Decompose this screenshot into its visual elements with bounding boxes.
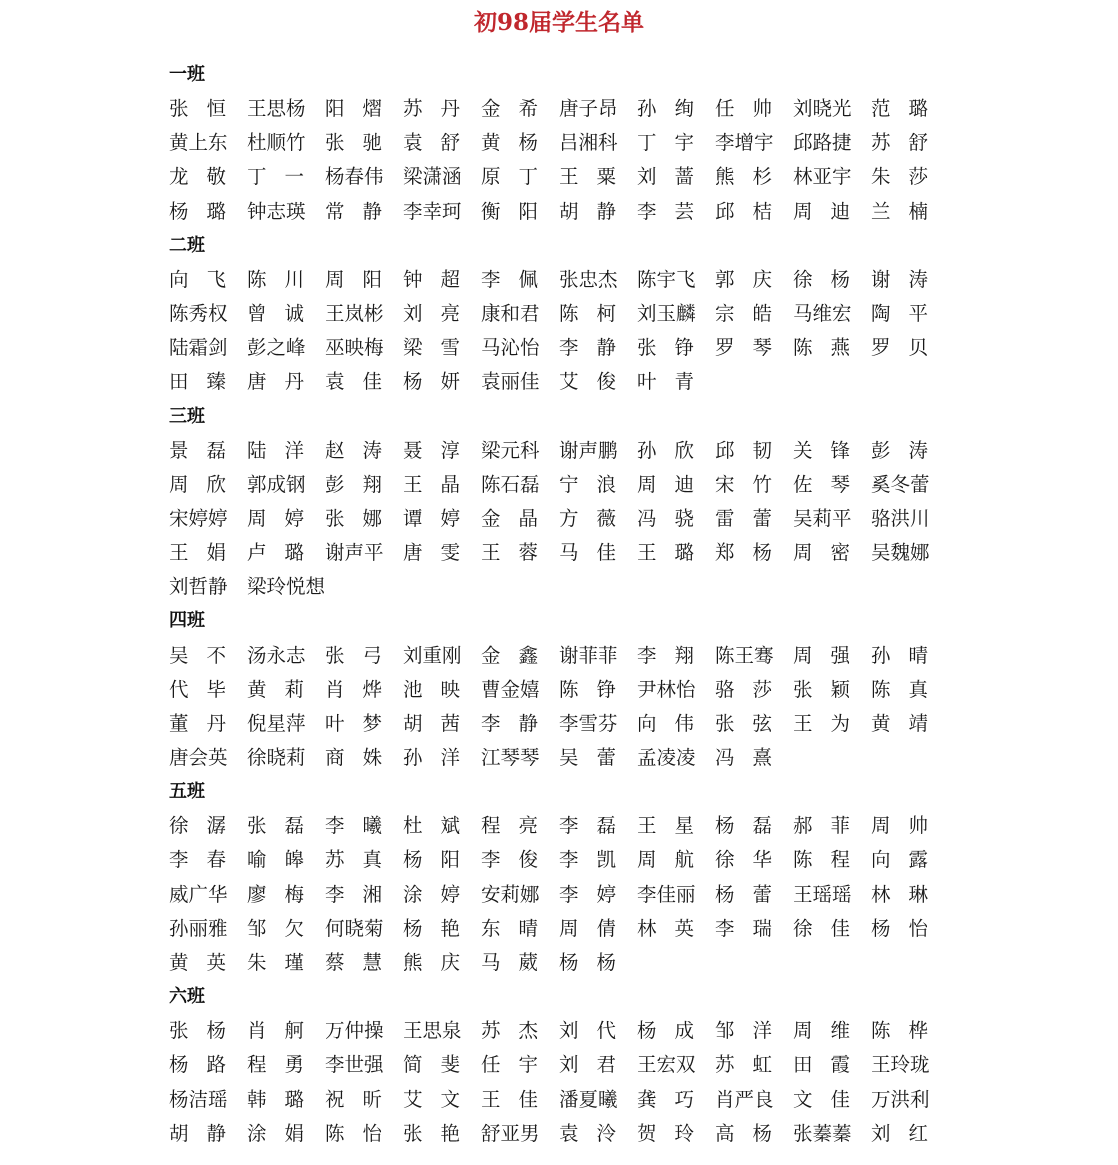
student-name: 曹金嬉 bbox=[481, 677, 540, 701]
student-name: 向露 bbox=[871, 848, 947, 872]
student-name: 金晶 bbox=[481, 506, 557, 530]
student-name: 李凯 bbox=[559, 848, 635, 872]
student-name: 唐子昂 bbox=[559, 97, 618, 121]
student-name: 叶青 bbox=[637, 370, 713, 394]
student-name: 朱莎 bbox=[871, 165, 947, 189]
student-name: 谢涛 bbox=[871, 267, 947, 291]
student-name: 李佩 bbox=[481, 267, 557, 291]
student-name: 田臻 bbox=[169, 370, 245, 394]
student-name: 贺玲 bbox=[637, 1121, 713, 1145]
student-name: 任帅 bbox=[715, 97, 791, 121]
student-name: 阳熠 bbox=[325, 97, 401, 121]
student-name: 李春 bbox=[169, 848, 245, 872]
student-name: 黄上东 bbox=[169, 131, 228, 155]
student-name: 谭婷 bbox=[403, 506, 479, 530]
student-name: 梁潇涵 bbox=[403, 165, 462, 189]
student-name: 王璐 bbox=[637, 541, 713, 565]
student-name: 陈川 bbox=[247, 267, 323, 291]
student-name: 李翔 bbox=[637, 643, 713, 667]
student-name-grid bbox=[169, 1014, 949, 1151]
student-name: 孙欣 bbox=[637, 438, 713, 462]
student-name: 卢璐 bbox=[247, 541, 323, 565]
student-name: 谢菲菲 bbox=[559, 643, 618, 667]
student-name: 徐杨 bbox=[793, 267, 869, 291]
student-name: 安莉娜 bbox=[481, 882, 540, 906]
student-name: 周航 bbox=[637, 848, 713, 872]
student-name: 常静 bbox=[325, 199, 401, 223]
student-name: 艾文 bbox=[403, 1087, 479, 1111]
student-name: 龙敬 bbox=[169, 165, 245, 189]
class-heading: 六班 bbox=[169, 986, 205, 1008]
student-name: 唐雯 bbox=[403, 541, 479, 565]
student-name: 巫映梅 bbox=[325, 336, 384, 360]
student-name: 王为 bbox=[793, 711, 869, 735]
student-name: 商姝 bbox=[325, 746, 401, 770]
student-name: 周密 bbox=[793, 541, 869, 565]
student-name: 彭翔 bbox=[325, 472, 401, 496]
student-name: 杨洁瑶 bbox=[169, 1087, 228, 1111]
student-name: 赵涛 bbox=[325, 438, 401, 462]
student-name: 苏杰 bbox=[481, 1019, 557, 1043]
student-name: 熊杉 bbox=[715, 165, 791, 189]
student-name: 田霞 bbox=[793, 1053, 869, 1077]
student-name: 韩璐 bbox=[247, 1087, 323, 1111]
student-name: 张艳 bbox=[403, 1121, 479, 1145]
student-name: 苏丹 bbox=[403, 97, 479, 121]
student-name: 兰楠 bbox=[871, 199, 947, 223]
student-name: 苏真 bbox=[325, 848, 401, 872]
student-name-grid bbox=[169, 263, 949, 400]
student-name: 李静 bbox=[559, 336, 635, 360]
student-name: 孙绚 bbox=[637, 97, 713, 121]
student-name: 万洪利 bbox=[871, 1087, 930, 1111]
student-name: 李世强 bbox=[325, 1053, 384, 1077]
student-name-grid bbox=[169, 92, 949, 229]
student-name: 宁浪 bbox=[559, 472, 635, 496]
student-name: 徐潺 bbox=[169, 814, 245, 838]
student-name: 王粟 bbox=[559, 165, 635, 189]
student-name: 聂淳 bbox=[403, 438, 479, 462]
class-section bbox=[169, 604, 949, 775]
student-name: 陈桦 bbox=[871, 1019, 947, 1043]
student-name: 苏舒 bbox=[871, 131, 947, 155]
student-name: 李增宇 bbox=[715, 131, 774, 155]
student-name: 吴蕾 bbox=[559, 746, 635, 770]
student-name: 简斐 bbox=[403, 1053, 479, 1077]
student-name: 关锋 bbox=[793, 438, 869, 462]
student-name: 骆洪川 bbox=[871, 506, 930, 530]
student-name: 叶梦 bbox=[325, 711, 401, 735]
student-name: 陈王骞 bbox=[715, 643, 774, 667]
student-name: 张磊 bbox=[247, 814, 323, 838]
student-name: 丁一 bbox=[247, 165, 323, 189]
student-name: 苏虹 bbox=[715, 1053, 791, 1077]
student-name: 涂娟 bbox=[247, 1121, 323, 1145]
student-name: 杨蕾 bbox=[715, 882, 791, 906]
student-name: 冯骁 bbox=[637, 506, 713, 530]
student-name: 郑杨 bbox=[715, 541, 791, 565]
student-name: 黄靖 bbox=[871, 711, 947, 735]
student-name: 周迪 bbox=[793, 199, 869, 223]
student-name: 李婷 bbox=[559, 882, 635, 906]
student-name: 罗琴 bbox=[715, 336, 791, 360]
student-name: 喻皞 bbox=[247, 848, 323, 872]
student-name: 杨艳 bbox=[403, 916, 479, 940]
student-name: 谢声平 bbox=[325, 541, 384, 565]
student-name: 杨杨 bbox=[559, 951, 635, 975]
student-name: 骆莎 bbox=[715, 677, 791, 701]
student-name: 刘蔷 bbox=[637, 165, 713, 189]
student-name: 李磊 bbox=[559, 814, 635, 838]
class-heading: 三班 bbox=[169, 405, 205, 427]
student-name: 陆洋 bbox=[247, 438, 323, 462]
student-name: 周帅 bbox=[871, 814, 947, 838]
student-name-grid bbox=[169, 638, 949, 775]
student-name: 陈宇飞 bbox=[637, 267, 696, 291]
student-name: 王晶 bbox=[403, 472, 479, 496]
student-name: 林英 bbox=[637, 916, 713, 940]
student-name: 张恒 bbox=[169, 97, 245, 121]
student-name: 范璐 bbox=[871, 97, 947, 121]
student-name: 程亮 bbox=[481, 814, 557, 838]
student-name: 孙晴 bbox=[871, 643, 947, 667]
student-name: 高杨 bbox=[715, 1121, 791, 1145]
student-name: 吴莉平 bbox=[793, 506, 852, 530]
student-name: 胡静 bbox=[169, 1121, 245, 1145]
student-name: 肖烨 bbox=[325, 677, 401, 701]
student-name: 刘重刚 bbox=[403, 643, 462, 667]
student-name: 马佳 bbox=[559, 541, 635, 565]
student-name: 张忠杰 bbox=[559, 267, 618, 291]
student-name: 林琳 bbox=[871, 882, 947, 906]
student-name: 文佳 bbox=[793, 1087, 869, 1111]
student-name: 杨璐 bbox=[169, 199, 245, 223]
student-name: 马沁怡 bbox=[481, 336, 540, 360]
student-name: 唐丹 bbox=[247, 370, 323, 394]
student-name: 彭涛 bbox=[871, 438, 947, 462]
student-name: 徐华 bbox=[715, 848, 791, 872]
student-name: 丁宇 bbox=[637, 131, 713, 155]
student-name: 祝昕 bbox=[325, 1087, 401, 1111]
student-name: 黄英 bbox=[169, 951, 245, 975]
student-name: 唐会英 bbox=[169, 746, 228, 770]
student-name: 袁舒 bbox=[403, 131, 479, 155]
student-name: 孟凌凌 bbox=[637, 746, 696, 770]
student-name: 王思杨 bbox=[247, 97, 306, 121]
student-name-grid bbox=[169, 809, 949, 980]
student-name: 冯熹 bbox=[715, 746, 791, 770]
student-name: 朱瑾 bbox=[247, 951, 323, 975]
student-name: 曾诚 bbox=[247, 302, 323, 326]
student-name: 陈柯 bbox=[559, 302, 635, 326]
student-name: 张弓 bbox=[325, 643, 401, 667]
student-name: 周阳 bbox=[325, 267, 401, 291]
class-heading: 五班 bbox=[169, 781, 205, 803]
student-name: 杜顺竹 bbox=[247, 131, 306, 155]
student-name: 王星 bbox=[637, 814, 713, 838]
student-name: 倪星萍 bbox=[247, 711, 306, 735]
student-name: 任宇 bbox=[481, 1053, 557, 1077]
student-name: 郭庆 bbox=[715, 267, 791, 291]
student-name: 周维 bbox=[793, 1019, 869, 1043]
student-name: 袁丽佳 bbox=[481, 370, 540, 394]
student-name: 梁雪 bbox=[403, 336, 479, 360]
student-name: 周婷 bbox=[247, 506, 323, 530]
student-name: 张蓁蓁 bbox=[793, 1121, 852, 1145]
student-name: 刘哲静 bbox=[169, 575, 228, 599]
student-name: 衡阳 bbox=[481, 199, 557, 223]
student-name: 黄杨 bbox=[481, 131, 557, 155]
student-name: 蔡慧 bbox=[325, 951, 401, 975]
page-title: 初98届学生名单 bbox=[473, 9, 644, 36]
student-name: 陈怡 bbox=[325, 1121, 401, 1145]
student-name: 刘红 bbox=[871, 1121, 947, 1145]
student-name: 廖梅 bbox=[247, 882, 323, 906]
student-name: 王娟 bbox=[169, 541, 245, 565]
student-name: 涂婷 bbox=[403, 882, 479, 906]
student-name: 邹欠 bbox=[247, 916, 323, 940]
student-name: 东晴 bbox=[481, 916, 557, 940]
student-name: 袁泠 bbox=[559, 1121, 635, 1145]
student-name: 程勇 bbox=[247, 1053, 323, 1077]
student-name: 康和君 bbox=[481, 302, 540, 326]
student-name: 宋婷婷 bbox=[169, 506, 228, 530]
student-name: 袁佳 bbox=[325, 370, 401, 394]
student-name: 王瑶瑶 bbox=[793, 882, 852, 906]
student-name: 江琴琴 bbox=[481, 746, 540, 770]
student-name: 杨春伟 bbox=[325, 165, 384, 189]
student-name: 董丹 bbox=[169, 711, 245, 735]
student-name: 胡茜 bbox=[403, 711, 479, 735]
class-heading: 二班 bbox=[169, 234, 205, 256]
student-name: 李俊 bbox=[481, 848, 557, 872]
student-name: 奚冬蕾 bbox=[871, 472, 930, 496]
student-name: 李幸珂 bbox=[403, 199, 462, 223]
student-name: 陈铮 bbox=[559, 677, 635, 701]
student-name: 刘玉麟 bbox=[637, 302, 696, 326]
student-name: 王岚彬 bbox=[325, 302, 384, 326]
student-name: 梁玲悦想 bbox=[247, 575, 326, 599]
student-name: 李静 bbox=[481, 711, 557, 735]
student-name: 马葳 bbox=[481, 951, 557, 975]
student-name: 方薇 bbox=[559, 506, 635, 530]
student-name: 杨成 bbox=[637, 1019, 713, 1043]
student-name: 代毕 bbox=[169, 677, 245, 701]
student-name: 梁元科 bbox=[481, 438, 540, 462]
student-name: 李曦 bbox=[325, 814, 401, 838]
student-name: 吕湘科 bbox=[559, 131, 618, 155]
student-name: 景磊 bbox=[169, 438, 245, 462]
student-name: 金希 bbox=[481, 97, 557, 121]
class-section bbox=[169, 980, 949, 1151]
class-section bbox=[169, 58, 949, 229]
student-name: 吴魏娜 bbox=[871, 541, 930, 565]
student-name: 徐晓莉 bbox=[247, 746, 306, 770]
student-name: 王蓉 bbox=[481, 541, 557, 565]
student-name-grid bbox=[169, 434, 949, 605]
student-name: 威广华 bbox=[169, 882, 228, 906]
class-heading: 一班 bbox=[169, 64, 205, 85]
student-name: 谢声鹏 bbox=[559, 438, 618, 462]
student-name: 佐琴 bbox=[793, 472, 869, 496]
student-name: 胡静 bbox=[559, 199, 635, 223]
class-section bbox=[169, 229, 949, 400]
student-name: 张颖 bbox=[793, 677, 869, 701]
student-name: 杨阳 bbox=[403, 848, 479, 872]
student-name: 陈燕 bbox=[793, 336, 869, 360]
student-name: 周欣 bbox=[169, 472, 245, 496]
student-name: 黄莉 bbox=[247, 677, 323, 701]
student-name: 肖严良 bbox=[715, 1087, 774, 1111]
class-section bbox=[169, 775, 949, 980]
student-name: 张娜 bbox=[325, 506, 401, 530]
student-name: 金鑫 bbox=[481, 643, 557, 667]
student-name: 李雪芬 bbox=[559, 711, 618, 735]
student-name: 陈程 bbox=[793, 848, 869, 872]
student-name: 张铮 bbox=[637, 336, 713, 360]
student-name: 王思泉 bbox=[403, 1019, 462, 1043]
student-name: 刘君 bbox=[559, 1053, 635, 1077]
student-name: 陶平 bbox=[871, 302, 947, 326]
student-name: 李佳丽 bbox=[637, 882, 696, 906]
student-name: 潘夏曦 bbox=[559, 1087, 618, 1111]
student-name: 舒亚男 bbox=[481, 1121, 540, 1145]
student-name: 李瑞 bbox=[715, 916, 791, 940]
student-name: 汤永志 bbox=[247, 643, 306, 667]
student-name: 池映 bbox=[403, 677, 479, 701]
student-name: 杨路 bbox=[169, 1053, 245, 1077]
student-name: 邱韧 bbox=[715, 438, 791, 462]
student-name: 陈秀权 bbox=[169, 302, 228, 326]
student-name: 钟志瑛 bbox=[247, 199, 306, 223]
student-name: 徐佳 bbox=[793, 916, 869, 940]
student-name: 杜斌 bbox=[403, 814, 479, 838]
student-name: 万仲操 bbox=[325, 1019, 384, 1043]
student-name: 张弦 bbox=[715, 711, 791, 735]
student-name: 原丁 bbox=[481, 165, 557, 189]
student-name: 郝菲 bbox=[793, 814, 869, 838]
student-name: 刘代 bbox=[559, 1019, 635, 1043]
student-name: 孙丽雅 bbox=[169, 916, 228, 940]
student-name: 肖舸 bbox=[247, 1019, 323, 1043]
student-name: 何晓菊 bbox=[325, 916, 384, 940]
student-name: 邱路捷 bbox=[793, 131, 852, 155]
student-name: 张驰 bbox=[325, 131, 401, 155]
student-name: 郭成钢 bbox=[247, 472, 306, 496]
student-name: 陈真 bbox=[871, 677, 947, 701]
student-name: 向飞 bbox=[169, 267, 245, 291]
student-name: 杨怡 bbox=[871, 916, 947, 940]
student-name: 艾俊 bbox=[559, 370, 635, 394]
student-name: 王玲珑 bbox=[871, 1053, 930, 1077]
student-name: 周迪 bbox=[637, 472, 713, 496]
student-name: 熊庆 bbox=[403, 951, 479, 975]
student-name: 周强 bbox=[793, 643, 869, 667]
student-name: 陆霜剑 bbox=[169, 336, 228, 360]
student-name: 杨磊 bbox=[715, 814, 791, 838]
student-name: 邹洋 bbox=[715, 1019, 791, 1043]
student-name: 彭之峰 bbox=[247, 336, 306, 360]
student-name: 尹林怡 bbox=[637, 677, 696, 701]
class-section bbox=[169, 400, 949, 605]
student-name: 陈石磊 bbox=[481, 472, 540, 496]
student-name: 宋竹 bbox=[715, 472, 791, 496]
student-name: 张杨 bbox=[169, 1019, 245, 1043]
student-name: 杨妍 bbox=[403, 370, 479, 394]
student-name: 龚巧 bbox=[637, 1087, 713, 1111]
student-name: 罗贝 bbox=[871, 336, 947, 360]
student-name: 林亚宇 bbox=[793, 165, 852, 189]
student-name: 邱桔 bbox=[715, 199, 791, 223]
student-name: 刘晓光 bbox=[793, 97, 852, 121]
student-name: 宗皓 bbox=[715, 302, 791, 326]
student-name: 王宏双 bbox=[637, 1053, 696, 1077]
student-name: 李湘 bbox=[325, 882, 401, 906]
class-heading: 四班 bbox=[169, 610, 205, 632]
student-name: 马维宏 bbox=[793, 302, 852, 326]
student-name: 雷蕾 bbox=[715, 506, 791, 530]
student-name: 周倩 bbox=[559, 916, 635, 940]
student-name: 向伟 bbox=[637, 711, 713, 735]
class-roster bbox=[169, 58, 949, 1151]
student-name: 李芸 bbox=[637, 199, 713, 223]
student-name: 王佳 bbox=[481, 1087, 557, 1111]
student-name: 刘亮 bbox=[403, 302, 479, 326]
student-name: 孙洋 bbox=[403, 746, 479, 770]
student-name: 吴不 bbox=[169, 643, 245, 667]
student-name: 钟超 bbox=[403, 267, 479, 291]
